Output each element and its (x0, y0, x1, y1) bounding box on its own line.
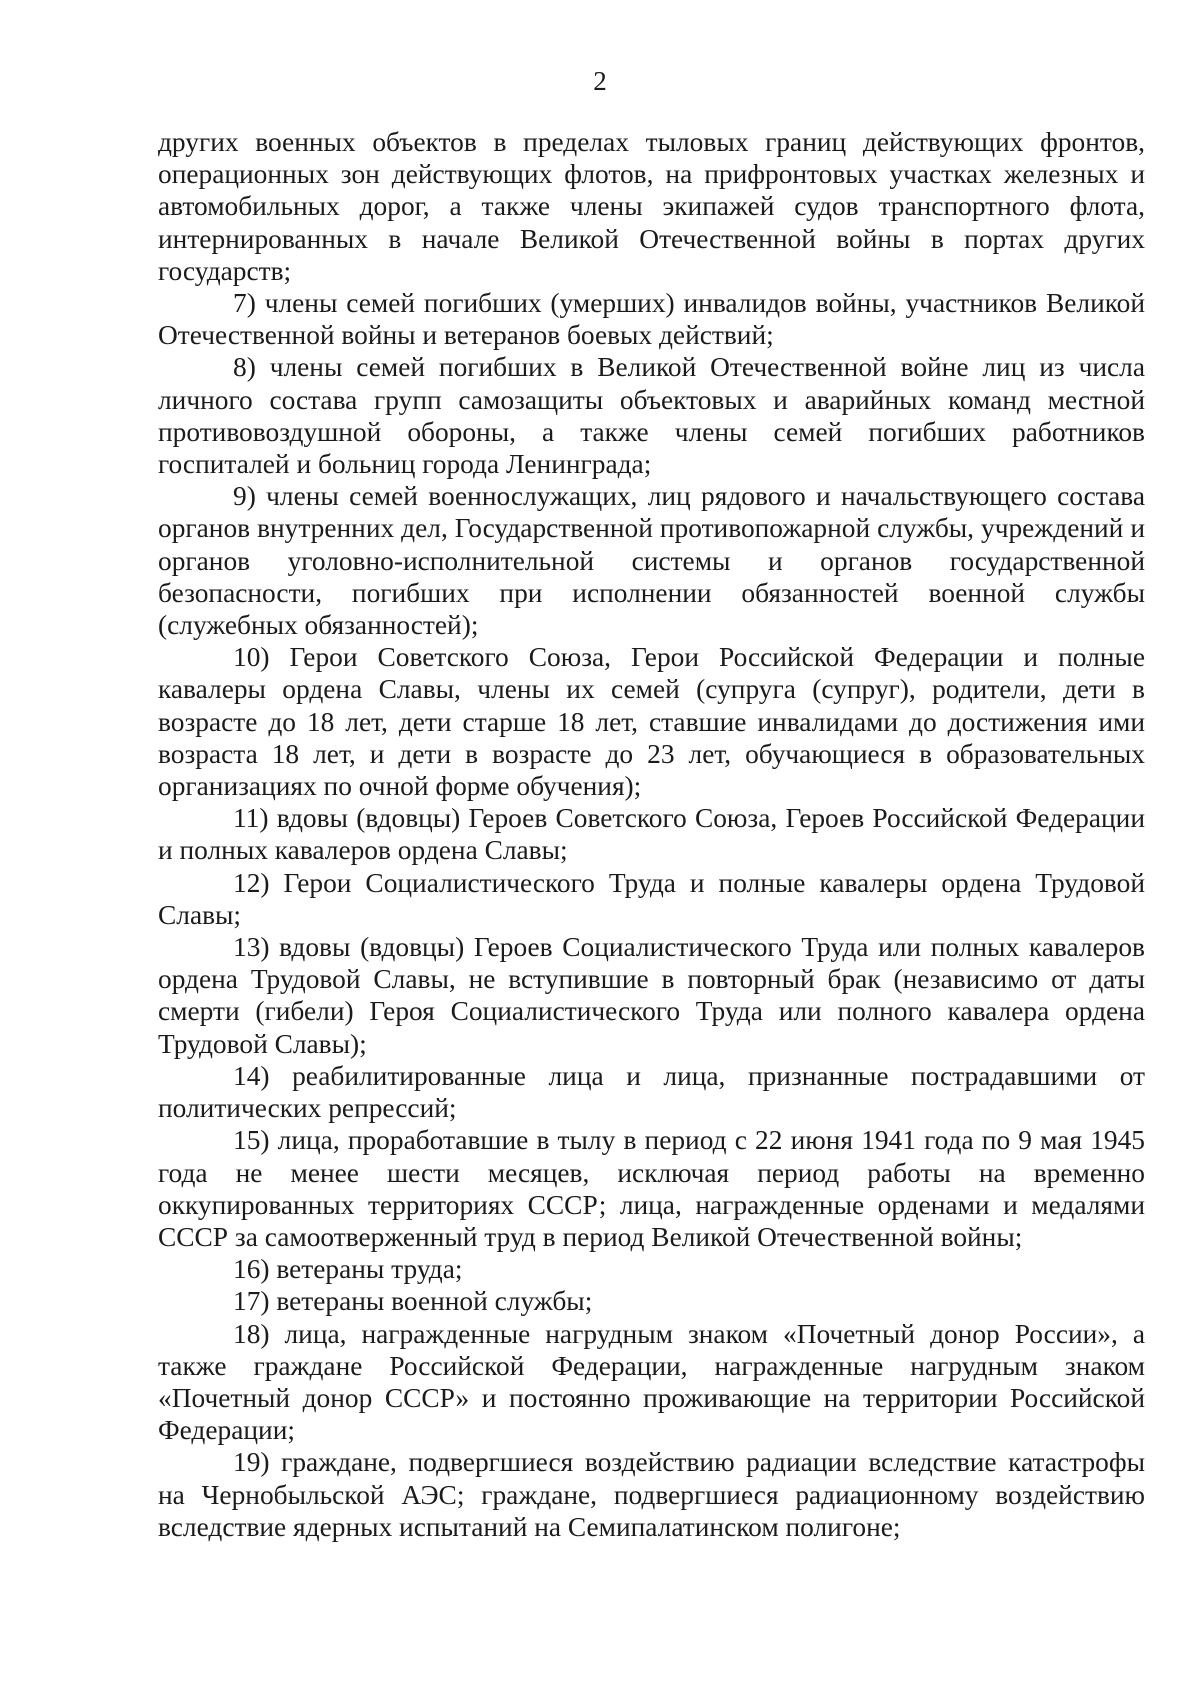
list-item-9: 9) члены семей военнослужащих, лиц рядового и начальствующего состава органов внутренних дел, Государственной противопожарной службы, учреждений и органов уголовно-исполнительной системы и органов государственной безопасности, погибших при исполнении обязанностей военной службы (служебных обязанностей); (158, 481, 1145, 641)
list-item-18: 18) лица, награжденные нагрудным знаком «Почетный донор России», а также граждане Российской Федерации, награжденные нагрудным знаком «Почетный донор СССР» и постоянно проживающие на территории Российской Федерации; (158, 1318, 1145, 1446)
list-item-7: 7) члены семей погибших (умерших) инвалидов войны, участников Великой Отечественной войны и ветеранов боевых действий; (158, 288, 1145, 351)
list-item-17: 17) ветераны военной службы; (233, 1286, 593, 1317)
page-number: 2 (593, 66, 607, 96)
list-item-10: 10) Герои Советского Союза, Герои Российской Федерации и полные кавалеры ордена Славы, члены их семей (супруга (супруг), родители, дети в возрасте до 18 лет, дети старше 18 лет, ставшие инвалидами до достижения ими возраста 18 лет, и дети в возрасте до 23 лет, обучающиеся в образовательных организациях по очной форме обучения); (158, 642, 1145, 802)
list-item-12: 12) Герои Социалистического Труда и полные кавалеры ордена Трудовой Славы; (158, 867, 1145, 930)
list-item-14: 14) реабилитированные лица и лица, признанные пострадавшими от политических репрессий; (158, 1060, 1145, 1124)
list-item-16: 16) ветераны труда; (233, 1254, 463, 1285)
list-item-15: 15) лица, проработавшие в тылу в период с 22 июня 1941 года по 9 мая 1945 года не менее шести месяцев, исключая период работы на временно оккупированных территориях СССР; лица, награжденные орденами и медалями СССР за самоотверженный труд в период Великой Отечественной войны; (158, 1125, 1145, 1252)
list-item-19: 19) граждане, подвергшиеся воздействию радиации вследствие катастрофы на Чернобыльской АЭС; граждане, подвергшиеся радиационному воздействию вследствие ядерных испытаний на Семипалатинском полигоне; (158, 1447, 1145, 1542)
list-item-8: 8) члены семей погибших в Великой Отечественной войне лиц из числа личного состава групп самозащиты объектовых и аварийных команд местной противовоздушной обороны, а также члены семей погибших работников госпиталей и больниц города Ленинграда; (158, 352, 1145, 480)
document-body (158, 126, 1145, 1543)
paragraph-continuation: других военных объектов в пределах тыловых границ действующих фронтов, операционных зон действующих флотов, на прифронтовых участках железных и автомобильных дорог, а также члены экипажей судов транспортного флота, интернированных в начале Великой Отечественной войны в портах других государств; (158, 127, 1145, 286)
list-item-13: 13) вдовы (вдовцы) Героев Социалистического Труда или полных кавалеров ордена Трудовой Славы, не вступившие в повторный брак (независимо от даты смерти (гибели) Героя Социалистического Труда или полного кавалера ордена Трудовой Славы); (158, 932, 1145, 1059)
list-item-11: 11) вдовы (вдовцы) Героев Советского Союза, Героев Российской Федерации и полных кавалеров ордена Славы; (158, 803, 1145, 866)
